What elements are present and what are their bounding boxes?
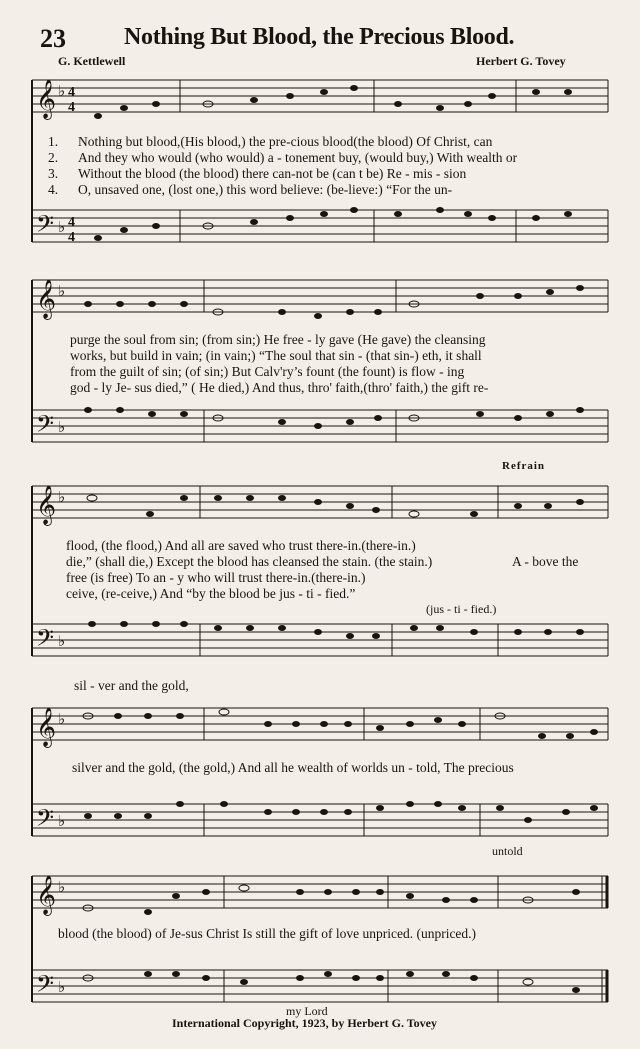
svg-text:4: 4: [68, 100, 75, 115]
svg-text:𝄢: 𝄢: [36, 626, 55, 657]
verse-2-line-2: works, but build in vain; (in vain;) “The soul that sin - (that sin-) eth, it shall: [70, 348, 482, 363]
refrain-line-1: sil - ver and the gold,: [74, 678, 189, 693]
verse-1-line-1: Nothing but blood,(His blood,) the pre-cious blood(the blood) Of Christ, can: [78, 134, 493, 149]
music-system-2: [28, 270, 612, 466]
svg-text:♭: ♭: [58, 980, 66, 996]
verse-2-line-1: And they who would (who would) a - tonement buy, (would buy,) With wealth or: [78, 150, 518, 165]
music-system-3: [28, 476, 612, 676]
refrain-line-2: silver and the gold, (the gold,) And all he wealth of worlds un - told, The precious: [72, 760, 514, 775]
svg-text:4: 4: [68, 85, 75, 100]
svg-text:𝄞: 𝄞: [36, 281, 57, 318]
verse-1-line-3: flood, (the flood,) And all are saved who trust there-in.(there-in.): [66, 538, 416, 553]
verse-4-line-1: O, unsaved one, (lost one,) this word believe: (be-lieve:) “For the un-: [78, 182, 453, 197]
svg-text:𝄞: 𝄞: [36, 877, 57, 914]
svg-text:♭: ♭: [58, 284, 66, 300]
svg-text:♭: ♭: [58, 84, 66, 100]
svg-text:𝄢: 𝄢: [36, 972, 55, 1003]
verse-1-line-2: purge the soul from sin; (from sin;) He free - ly gave (He gave) the cleansing: [70, 332, 486, 347]
svg-text:♭: ♭: [58, 634, 66, 650]
refrain-label: Refrain: [502, 460, 546, 472]
music-system-5: [28, 862, 612, 1018]
svg-text:4: 4: [68, 230, 75, 245]
verse-3-number: 3.: [48, 166, 59, 181]
svg-text:𝄞: 𝄞: [36, 487, 57, 524]
refrain-lead-in: A - bove the: [512, 554, 579, 569]
hymn-number: 23: [40, 24, 66, 53]
music-system-1: [28, 66, 612, 262]
svg-text:𝄢: 𝄢: [36, 412, 55, 443]
svg-text:𝄢: 𝄢: [36, 806, 55, 837]
refrain-bass-untold: untold: [492, 844, 523, 858]
copyright-notice: International Copyright, 1923, by Herbert G. Tovey: [172, 1016, 438, 1030]
svg-text:♭: ♭: [58, 712, 66, 728]
verse-2-number: 2.: [48, 150, 59, 165]
verse-4-line-2: god - ly Je- sus died,” ( He died,) And thus, thro' faith,(thro' faith,) the gift re-: [70, 380, 489, 395]
verse-1-number: 1.: [48, 134, 59, 149]
svg-text:♭: ♭: [58, 814, 66, 830]
verse-4-line-3: ceive, (re-ceive,) And “by the blood be jus - ti - fied.”: [66, 586, 356, 601]
refrain-bass-my-lord: my Lord: [286, 1004, 328, 1018]
svg-text:♭: ♭: [58, 220, 66, 236]
composer-credit: Herbert G. Tovey: [476, 54, 566, 68]
music-system-4: [28, 678, 612, 858]
refrain-line-3: blood (the blood) of Je-sus Christ Is still the gift of love unpriced. (unpriced.): [58, 926, 477, 941]
verse-3-line-2: from the guilt of sin; (of sin;) But Calv'ry’s fount (the fount) is flow - ing: [70, 364, 465, 379]
svg-text:𝄢: 𝄢: [36, 212, 55, 243]
verse-3-line-1: Without the blood (the blood) there can-not be (can t be) Re - mis - sion: [78, 166, 467, 181]
svg-text:♭: ♭: [58, 880, 66, 896]
verse-3-line-3: free (is free) To an - y who will trust there-in.(there-in.): [66, 570, 366, 585]
svg-text:♭: ♭: [58, 420, 66, 436]
hymn-title: Nothing But Blood, the Precious Blood.: [124, 24, 515, 50]
verse-4-number: 4.: [48, 182, 59, 197]
justified-echo: (jus - ti - fied.): [426, 602, 497, 616]
svg-text:𝄞: 𝄞: [36, 81, 57, 118]
verse-2-line-3: die,” (shall die,) Except the blood has cleansed the stain. (the stain.): [66, 554, 433, 569]
svg-text:4: 4: [68, 215, 75, 230]
lyricist-credit: G. Kettlewell: [58, 54, 126, 68]
svg-text:𝄞: 𝄞: [36, 709, 57, 746]
svg-text:♭: ♭: [58, 490, 66, 506]
